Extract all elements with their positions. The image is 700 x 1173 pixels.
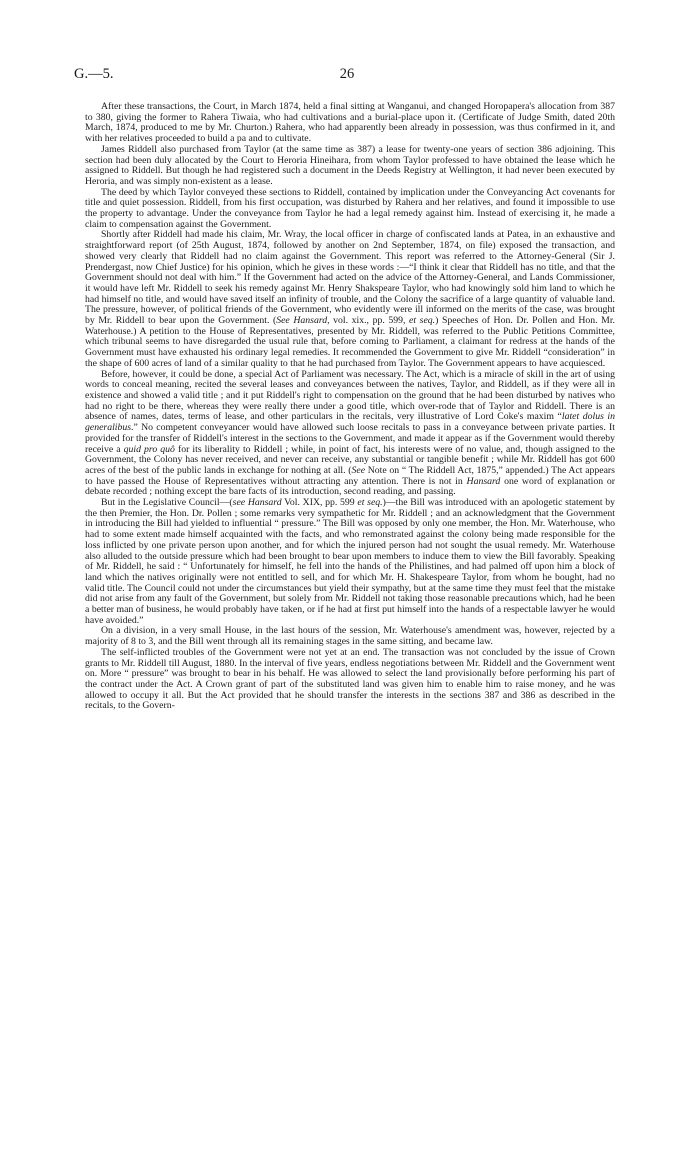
paragraph-8: The self-inflicted troubles of the Government were not yet at an end. The transaction was not concluded by the issue of Crown grants to Mr. Riddell till August, 1880. In the interval of five years, endless negotiations between Mr. Riddell and the Government went on. More “ pressure” was brought to bear in his behalf. He was allowed to select the land provisionally before performing his part of the contract under the Act. A Crown grant of part of the substituted land was given him to enable him to raise money, and he was allowed to occupy it all. But the Act provided that he should transfer the interests in the sections 387 and 386 as described in the recitals, to the Govern- [85,646,615,712]
paragraph-6: But in the Legislative Council—(see Hansard Vol. XIX, pp. 599 et seq.)—the Bill was introduced with an apologetic statement by the then Premier, the Hon. Dr. Pollen ; some remarks very sympathetic for Mr. Riddell ; and an acknowledgment that the Government in introducing the Bill had yielded to influential “ pressure.” The Bill was opposed by only one member, the Hon. Mr. Waterhouse, who had to some extent made himself acquainted with the facts, and who remonstrated against the colony being made responsible for the loss inflicted by one private person upon another, and for which the injured person had not sought the usual remedy. Mr. Waterhouse also alluded to the outside pressure which had been brought to bear upon members to induce them to view the Bill favorably. Speaking of Mr. Riddell, he said : “ Unfortunately for himself, he fell into the hands of the Philistines, and had palmed off upon him a block of land which the natives originally were not entitled to sell, and for which Mr. H. Shakespeare Taylor, from whom he bought, had no valid title. The Council could not under the circumstances but yield their sympathy, but at the same time they must feel that the mistake did not arise from any fault of the Government, but solely from Mr. Riddell not taking those reasonable precautions which, had he been a better man of business, he would probably have taken, or if he had at first put himself into the hands of a respectable lawyer he would have avoided.” [85,497,616,626]
citation-italic: et seq. [357,497,383,509]
paragraph-1: After these transactions, the Court, in March 1874, held a final sitting at Wanganui, and changed Horopapera's allocation from 387 to 380, giving the former to Rahera Tiwaia, who had cultivations and a burial-place upon it. (Certificate of Judge Smith, dated 20th March, 1874, produced to me by Mr. Churton.) Rahera, who had apparently been already in possession, was thus confirmed in it, and with her relatives proceeded to build a pa and to cultivate. [85,101,615,145]
citation-italic: Hansard [466,475,501,487]
paragraph-7: On a division, in a very small House, in the last hours of the session, Mr. Waterhouse's amendment was, however, rejected by a majority of 8 to 3, and the Bill went through all its remaining stages in the same sitting, and became law. [85,625,615,648]
paragraph-3: The deed by which Taylor conveyed these sections to Riddell, contained by implication under the Conveyancing Act covenants for title and quiet possession. Riddell, from his first occupation, was disturbed by Rahera and her relatives, and found it impossible to use the property to advantage. Under the conveyance from Taylor he had a legal remedy against him. Instead of exercising it, he made a claim to compensation against the Government. [85,186,615,230]
latin-phrase: quid pro quô [123,443,175,455]
body-text [85,102,615,712]
citation-italic: see Hansard [232,497,282,509]
citation-italic: et seq. [409,315,436,327]
page-header [74,66,620,88]
document-reference: G.—5. [74,66,114,82]
citation-italic: See [351,464,366,476]
citation-italic: See Hansard [276,315,328,327]
latin-maxim: latet dolus in generalibus [85,411,615,434]
paragraph-4: Shortly after Riddell had made his claim, Mr. Wray, the local officer in charge of confiscated lands at Patea, in an exhaustive and straightforward report (of 25th August, 1874, followed by another on 2nd September, 1874, on file) exposed the transaction, and showed very clearly that Riddell had no claim against the Government. This report was referred to the Attorney-General (Sir J. Prendergast, now Chief Justice) for his opinion, which he gives in these words :—“I think it clear that Riddell has no title, and that the Government should not deal with him.” If the Government had acted on the advice of the Attorney-General, and Lands Commissioner, it would have left Mr. Riddell to seek his remedy against Mr. Henry Shakspeare Taylor, who had knowingly sold him land to which he had himself no title, and would have saved itself an infinity of trouble, and the Colony the sacrifice of a large quantity of valuable land. The pressure, however, of political friends of the Government, who evidently were ill informed on the merits of the case, was brought by Mr. Riddell to bear upon the Government. (See Hansard, vol. xix., pp. 599, et seq.) Speeches of Hon. Dr. Pollen and Hon. Mr. Waterhouse.) A petition to the House of Representatives, presented by Mr. Riddell, was referred to the Public Petitions Committee, which tribunal seems to have disregarded the usual rule that, before coming to Parliament, a claimant for redress at the hands of the Government must have exhausted his ordinary legal remedies. It recommended the Government to give Mr. Riddell “consideration” in the shape of 600 acres of land of a similar quality to that he had purchased from Taylor. The Government appears to have acquiesced. [85,229,615,369]
paragraph-2: James Riddell also purchased from Taylor (at the same time as 387) a lease for twenty-one years of section 386 adjoining. This section had been duly allocated by the Court to Heroria Hineihara, from whom Taylor professed to have obtained the lease which he assigned to Riddell. But though he had registered such a document in the Deeds Registry at Wellington, it had never been executed by Heroria, and was simply non-existent as a lease. [85,143,615,187]
paragraph-5: Before, however, it could be done, a special Act of Parliament was necessary. The Act, which is a miracle of skill in the art of using words to conceal meaning, recited the several leases and conveyances between the natives, Taylor, and Riddell, as if they were all in existence and showed a valid title ; and it put Riddell's right to compensation on the ground that he had been disturbed by natives who had no right to be there, whereas they were really there under a good title, which over-rode that of Taylor and Riddell. There is an absence of names, dates, terms of lease, and other particulars in the recitals, very illustrative of Lord Coke's maxim “latet dolus in generalibus.” No competent conveyancer would have allowed such loose recitals to pass in a conveyance between private parties. It provided for the transfer of Riddell's interest in the sections to the Government, and made it appear as if the Government would thereby receive a quid pro quô for its liberality to Riddell ; while, in point of fact, his interests were of no value, and, though assigned to the Government, the Colony has never received, and never can receive, any substantial or tangible benefit ; while Mr. Riddell has got 600 acres of the best of the public lands in exchange for nothing at all. (See Note on “ The Riddell Act, 1875,” appended.) The Act appears to have passed the House of Representatives without attracting any attention. There is not in Hansard one word of explanation or debate recorded ; nothing except the bare facts of its introduction, second reading, and passing. [85,368,615,498]
page-number: 26 [339,66,355,82]
